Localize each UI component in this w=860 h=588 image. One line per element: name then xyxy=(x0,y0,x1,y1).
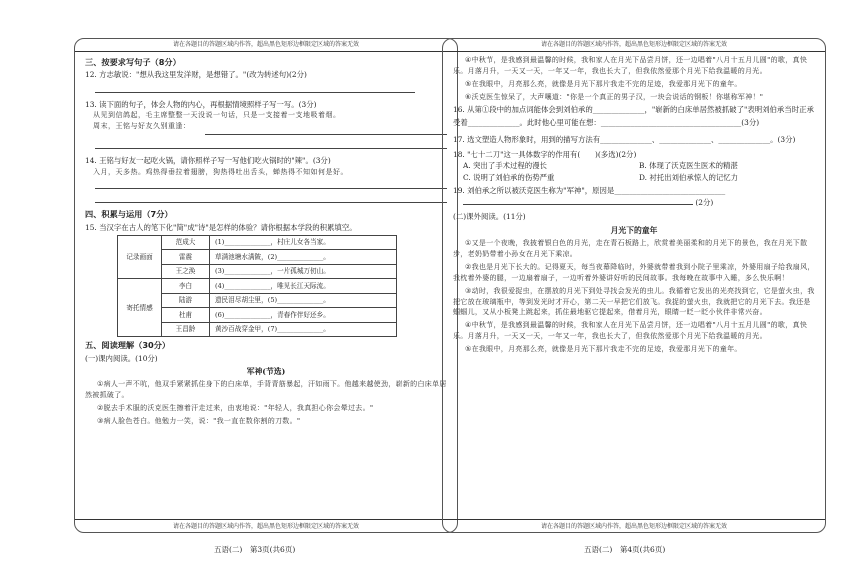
option-d[interactable]: D. 衬托出刘伯承惊人的记忆力 xyxy=(639,172,739,182)
reading-part-1-heading: (一)课内阅读。(10分) xyxy=(85,353,158,363)
page-top-notice: 请在各题目的答题区域内作答，超出黑色矩形边框限定区域的答案无效 xyxy=(172,41,359,48)
question-19-answer-row xyxy=(453,197,815,207)
page-bottom-notice: 请在各题目的答题区域内作答，超出黑色矩形边框限定区域的答案无效 xyxy=(540,522,727,530)
top-rule xyxy=(75,51,457,52)
passage-paragraph: ②脱去手术服的沃克医生擦着汗走过来，由衷地说："年轻人，我真担心你会晕过去。" xyxy=(97,404,374,413)
answer-line-14a[interactable] xyxy=(95,178,447,189)
question-14: 14. 王铭与好友一起吃火锅，请你照样子写一写他们吃火锅时的"辣"。(3分) xyxy=(85,156,331,166)
section-5-heading: 五、阅读理解（30分） xyxy=(85,340,171,351)
passage-paragraph: ③动时，我很爱捉虫，在摆放的月光下到处寻找会发光的虫儿。我循着它发出的光亮找到它，它是萤火虫，我把它放在玻璃瓶中，等到发光时才开心，第二天一早把它们放飞。我捉的萤火虫，我就把它的月光下去。我还是蝈蝈儿，又从小板凳上跳起来，抓住最地驱它提起来，借着月光，眼睛一眨一眨小伙伴非常兴奋。 xyxy=(453,286,815,317)
passage-paragraph: ④中秋节，是我感到最温馨的时候，我和家人在月光下品尝月饼，还一边唱着"八月十五月儿圆"的歌，真快乐。月落月升，一天又一天，一年又一年，我也长大了，但我依然爱那个月光下给我温暖的月光。 xyxy=(453,56,808,75)
page-3-content xyxy=(85,55,447,516)
poet-cell: 雷震 xyxy=(162,250,210,265)
passage-paragraph: ③病人脸色苍白。他勉力一笑，说："我一直在数你割的刀数。" xyxy=(97,417,301,426)
exam-page-4 xyxy=(442,38,826,533)
bottom-rule xyxy=(75,519,457,520)
section-4-heading: 四、积累与运用（7分） xyxy=(85,209,173,220)
category-cell: 寄托情感 xyxy=(118,279,162,337)
question-13-prompt: 周末，王铭与好友久别重逢： xyxy=(93,121,191,130)
question-19-score: (2分) xyxy=(695,198,714,208)
page-bottom-notice: 请在各题目的答题区域内作答，超出黑色矩形边框限定区域的答案无效 xyxy=(172,522,359,530)
page-4-content xyxy=(453,55,815,516)
poet-cell: 李白 xyxy=(162,279,210,294)
question-18-options-row xyxy=(463,161,815,170)
bottom-rule xyxy=(443,519,825,520)
verse-cell[interactable]: (4)______________，唯见长江天际流。 xyxy=(210,279,397,294)
question-16: 16. 从第①段中的加点词能体会到刘伯承的______________，"崭新的白床单居然被抓破了"表明刘伯承当时正承受着______________。此时他心里可能在想：______________________________________(3分) xyxy=(453,105,814,127)
question-13-example: 从见到信鸽起，毛主席整整一天没说一句话，只是一支接着一支地吸着烟。 xyxy=(93,110,341,119)
verse-cell[interactable]: (6)______________，青春作伴好还乡。 xyxy=(210,308,397,323)
option-a[interactable]: A. 突出了手术过程的漫长 xyxy=(463,161,547,171)
question-19: 19. 刘伯承之所以被沃克医生称为"军神"，原因是______________________________ xyxy=(453,185,726,195)
passage-paragraph: ⑤在我眼中，月亮那么亮，就像是月光下那片我走不完的足迹，我爱那月光下的童年。 xyxy=(465,344,742,353)
poet-cell: 陆游 xyxy=(162,293,210,308)
passage-paragraph: ④中秋节，是我感到最温馨的时候，我和家人在月光下品尝月饼，还一边唱着"八月十五月儿圆"的歌，真快乐。月落月升，一天又一天，一年又一年，我也长大了，但我依然爱那个月光下给我温暖的月光。 xyxy=(453,321,808,341)
poet-cell: 范成大 xyxy=(162,235,210,250)
passage-paragraph: ⑥沃克医生惊呆了，大声嚷道："你是一个真正的男子汉，一块会说话的钢板！你堪称军神！" xyxy=(465,92,764,101)
verse-cell[interactable]: (1)______________，村庄儿女各当家。 xyxy=(210,235,397,250)
passage-paragraph: ①又是一个夜晚，我披着银白色的月光，走在青石板路上，欣赏着美丽柔和的月光下的景色，我在月光下散步，老奶奶带着小孙女在月光下乘凉。 xyxy=(453,239,808,259)
answer-line-19[interactable] xyxy=(463,197,693,205)
verse-cell[interactable]: 草满池塘水满陂，(2)______________。 xyxy=(210,250,397,265)
answer-line-14b[interactable] xyxy=(95,192,447,203)
passage-paragraph: ②我也是月光下长大的。记得夏天，每当夜幕降临时，外婆就带着我到小院子里乘凉，外婆用扇子给我扇风，我枕着外婆的腿，一边扇着扇子，一边听着外婆讲好听的民间故事。我每晚在故事中入睡，多么快乐啊！ xyxy=(453,263,815,282)
page-top-notice: 请在各题目的答题区域内作答，超出黑色矩形边框限定区域的答案无效 xyxy=(540,41,727,48)
question-17: 17. 选文塑造人物形象时，用到的描写方法有______________、______________、______________。(3分) xyxy=(453,134,796,144)
verse-cell[interactable]: (3)______________，一片孤城万仞山。 xyxy=(210,264,397,279)
question-12: 12. 方志敏说："想从我这里发洋财，是想错了。"(改为转述句)(2分) xyxy=(85,70,307,80)
option-c[interactable]: C. 说明了刘伯承的伤势严重 xyxy=(463,172,555,182)
option-b[interactable]: B. 体现了沃克医生医术的精湛 xyxy=(639,161,738,171)
question-13: 13. 读下面的句子，体会人物的内心，再根据情境照样子写一写。(3分) xyxy=(85,99,317,109)
passage-paragraph: ⑤在我眼中，月亮那么亮，就像是月光下那片我走不完的足迹，我爱那月光下的童年。 xyxy=(465,79,742,88)
section-3-heading: 三、按要求写句子（8分） xyxy=(85,57,181,67)
answer-line-13a[interactable] xyxy=(205,124,447,135)
poet-cell: 王之涣 xyxy=(162,264,210,279)
poem-row xyxy=(118,235,397,250)
verse-cell[interactable]: 遗民泪尽胡尘里，(5)______________。 xyxy=(210,293,397,308)
answer-line-13b[interactable] xyxy=(95,138,447,149)
poem-row xyxy=(118,279,397,294)
reading-part-2-heading: (二)课外阅读。(11分) xyxy=(453,212,526,222)
question-14-example: 入月，天多热。鸡热得垂拉着翅膀，狗热得吐出舌头，蝉热得不知如何是好。 xyxy=(93,167,348,176)
category-cell: 记录画面 xyxy=(118,235,162,279)
poem-fill-table xyxy=(117,235,397,338)
page-4-footer: 五语(二) 第4页(共6页) xyxy=(584,545,666,554)
passage-paragraph: ①病人一声不吭，他双手紧紧抓住身下的白床单，手背青筋暴起，汗如雨下。他越来越使劲，崭新的白床单居然被抓破了。 xyxy=(85,380,447,400)
exam-page-3 xyxy=(74,38,458,533)
question-18: 18. "七十二刀"这一具体数字的作用有( )(多选)(2分) xyxy=(453,150,637,160)
question-18-options-row xyxy=(463,173,815,182)
poet-cell: 王昌龄 xyxy=(162,322,210,337)
poet-cell: 杜甫 xyxy=(162,308,210,323)
page-3-footer: 五语(二) 第3页(共6页) xyxy=(214,545,296,554)
verse-cell[interactable]: 黄沙百战穿金甲，(7)______________。 xyxy=(210,322,397,337)
question-15: 15. 当汉字在古人的笔下化"简"成"诗"是怎样的体验？请你根据本学段的积累填空。 xyxy=(85,222,357,232)
answer-line-12[interactable] xyxy=(95,82,415,93)
passage-title: 军神(节选) xyxy=(246,366,286,376)
passage-title: 月光下的童年 xyxy=(610,225,658,235)
top-rule xyxy=(443,51,825,52)
